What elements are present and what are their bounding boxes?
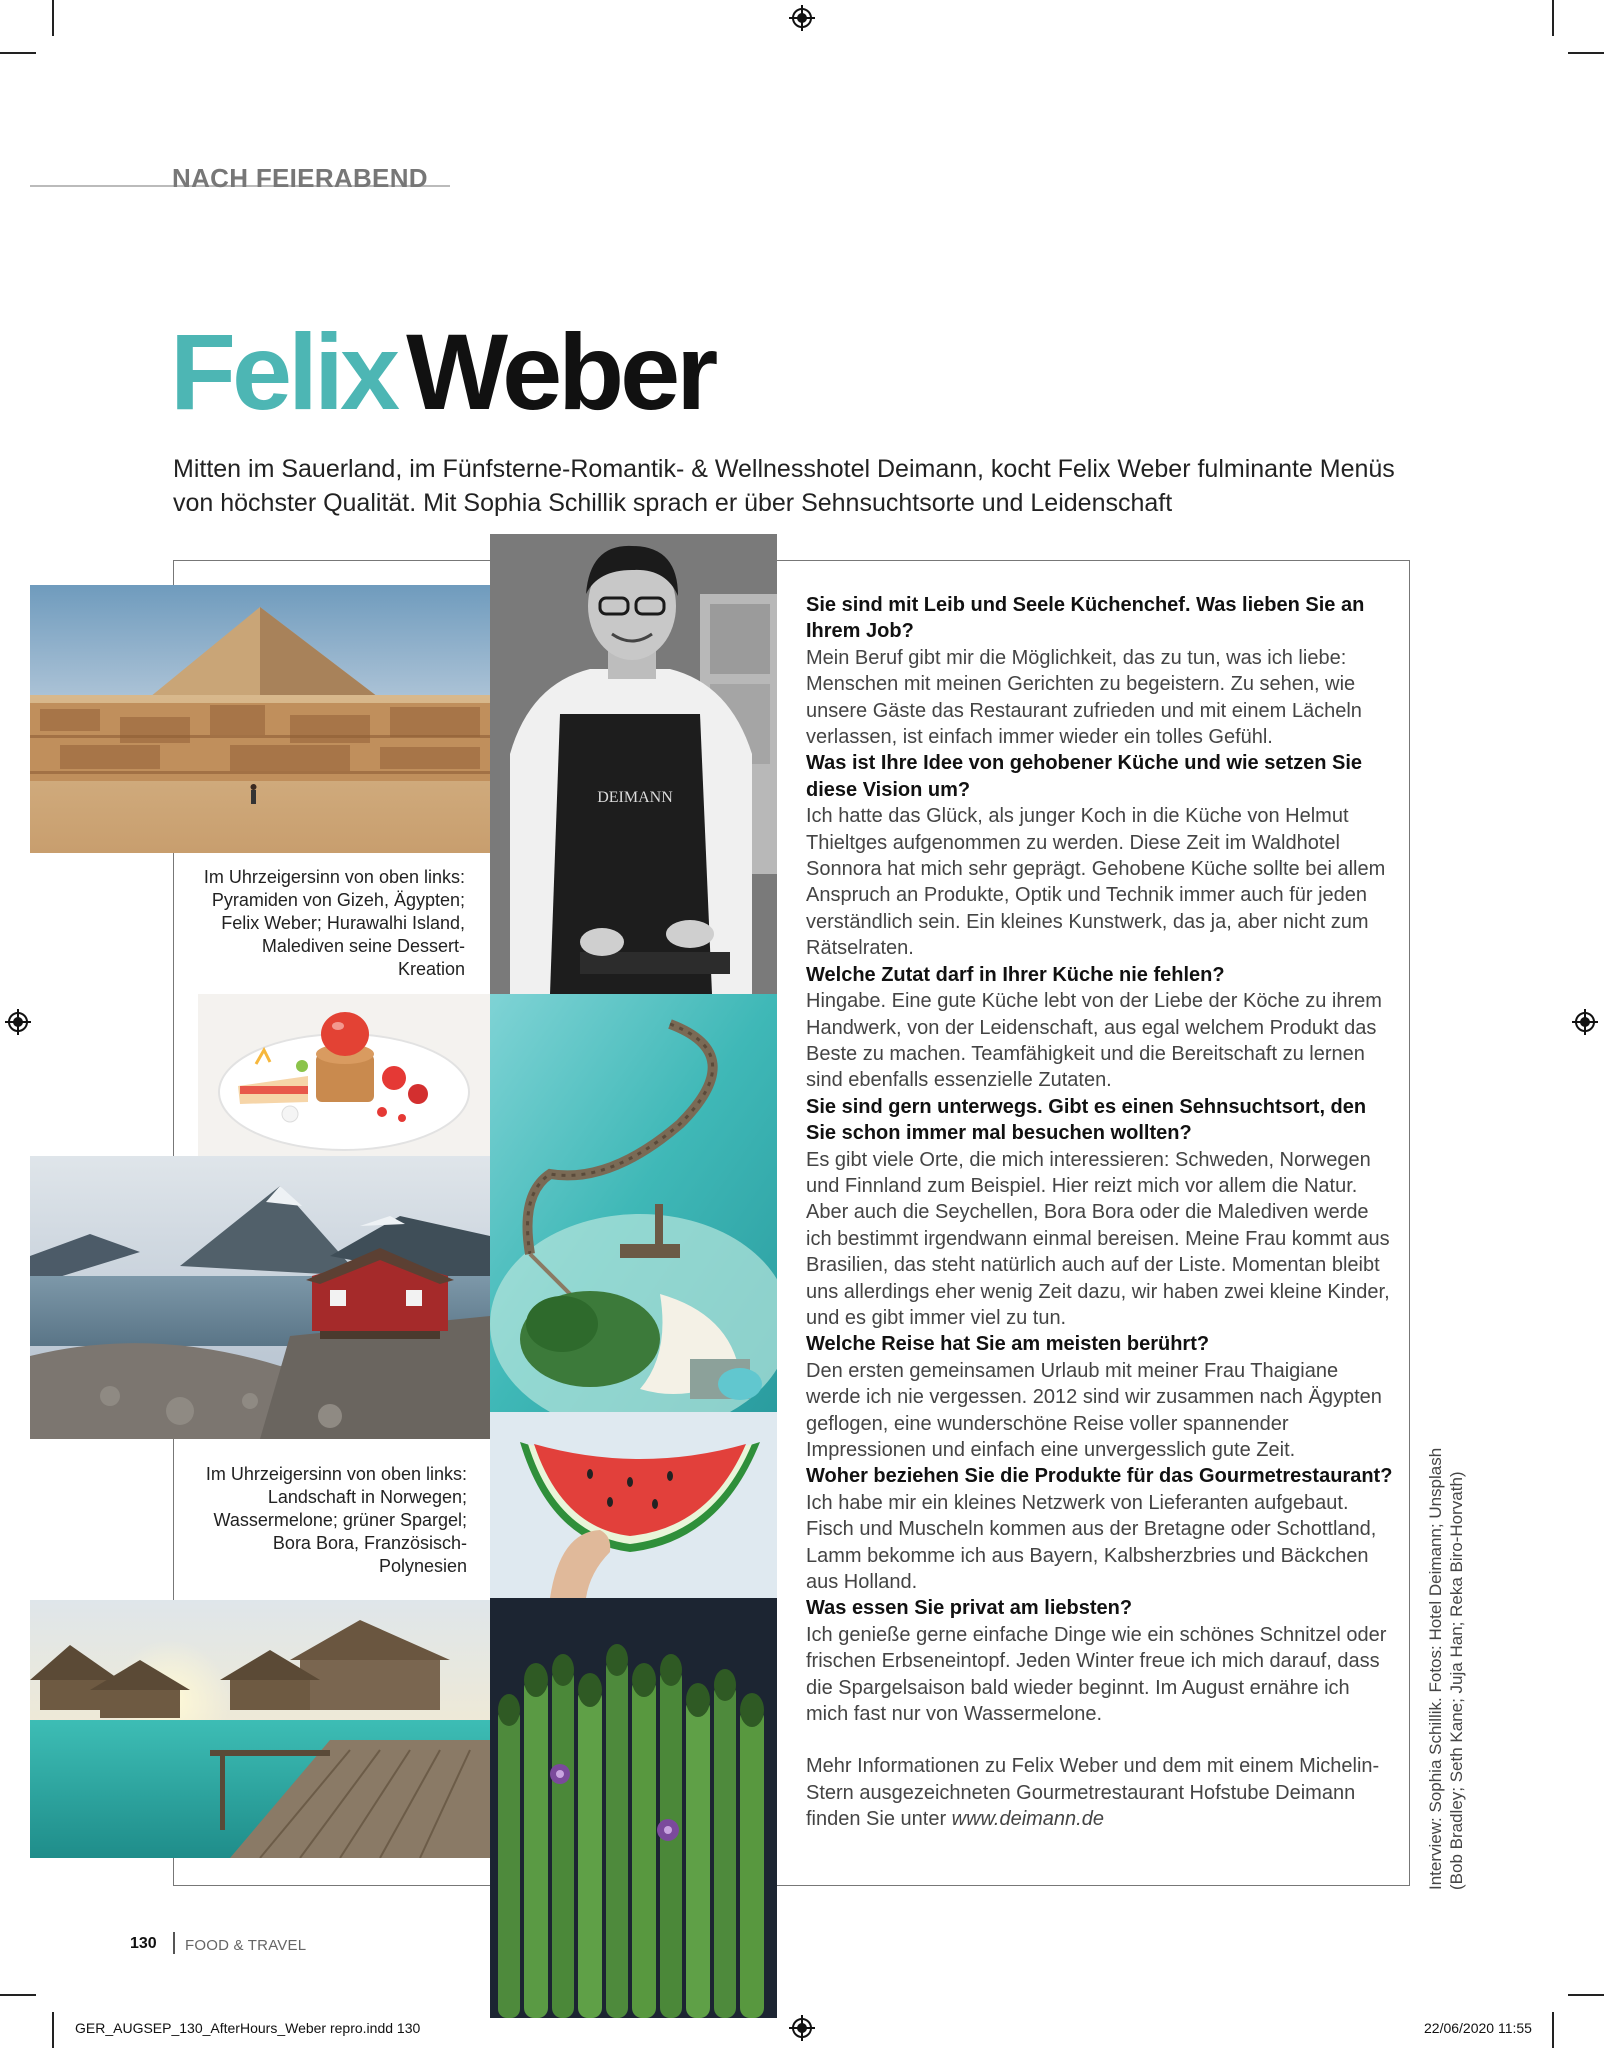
crop-mark [1552,0,1554,36]
interview-question: Sie sind gern unterwegs. Gibt es einen Sehnsuchtsort, den Sie schon immer mal besuchen wollten? [806,1095,1367,1145]
title-last-name: Weber [406,311,715,432]
interview-question: Was ist Ihre Idee von gehobener Küche und wie setzen Sie diese Vision um? [806,752,1363,801]
photo-watermelon [490,1412,777,1598]
interview-text [806,592,1396,1833]
photo-bora-bora [30,1600,490,1858]
interview-answer: Es gibt viele Orte, die mich interessieren: Schweden, Norwegen und Finnland zum Beispiel. Hier reizt mich vor allem die Natur. Aber auch die Seychellen, Bora Bora oder die Malediven werde ich bestimmt irgendwann einmal bereisen. Meine Frau kommt aus Brasilien, das steht natürlich auch auf der Liste. Momentan bleibt uns allerdings eher wenig Zeit dazu, wir haben zwei kleine Kinder, und es gibt immer viel zu tun. [806,1148,1390,1329]
caption-top: Im Uhrzeigersinn von oben links: Pyramiden von Gizeh, Ägypten; Felix Weber; Hurawalhi Island, Malediven seine Dessert-Kreation [203,867,465,979]
crop-mark [0,1994,36,1996]
caption-bottom: Im Uhrzeigersinn von oben links: Landschaft in Norwegen; Wassermelone; grüner Spargel; Bora Bora, Französisch-Polynesien [205,1464,467,1576]
crop-mark [52,2012,54,2048]
interview-question: Sie sind mit Leib und Seele Küchenchef. Was lieben Sie an Ihrem Job? [806,594,1365,643]
crop-mark [1568,1994,1604,1996]
crop-mark [0,52,36,54]
photo-credit [1425,1420,1485,1890]
photo-asparagus [490,1598,777,2018]
section-label: NACH FEIERABEND [172,163,428,193]
interview-question: Welche Reise hat Sie am meisten berührt? [806,1333,1210,1356]
photo-pyramids [30,585,490,853]
crop-mark [52,0,54,36]
slug-date: 22/06/2020 11:55 [1424,2020,1532,2036]
photo-credit-line-1: Interview: Sophia Schillik. Fotos: Hotel Deimann; Unsplash [1426,1447,1445,1890]
page-number: 130 [130,1935,157,1952]
interview-answer: Den ersten gemeinsamen Urlaub mit meiner Frau Thaigiane werde ich nie vergessen. 2012 sind wir zusammen nach Ägypten geflogen, eine wunderschöne Reise voller spannender Impressionen und einfach eine unvergesslich gute Zeit. [806,1359,1382,1461]
registration-mark-icon [5,1009,31,1035]
apron-logo-text: DEIMANN [597,789,673,806]
interview-answer: Ich hatte das Glück, als junger Koch in die Küche von Helmut Thieltges aufgenommen zu werden. Diese Zeit im Waldhotel Sonnora hat mich sehr geprägt. Gehobene Küche sollte bei allem Anspruch an Produkte, Optik und Technik immer auch für jeden verständlich sein. Ein kleines Kunstwerk, das ja, aber nicht zum Rätselraten. [806,805,1386,960]
folio-divider [173,1932,175,1954]
more-info-text: Mehr Informationen zu Felix Weber und dem mit einem Michelin-Stern ausgezeichneten Gourmetrestaurant Hofstube Deimann finden Sie unter [806,1755,1380,1831]
more-info [806,1753,1396,1832]
title-first-name: Felix [170,311,397,432]
interview-answer: Mein Beruf gibt mir die Möglichkeit, das zu tun, was ich liebe: Menschen mit meinen Gerichten zu begeistern. Zu sehen, wie unsere Gäste das Restaurant zufrieden und mit einem Lächeln verlassen, ist einfach immer wieder ein tolles Gefühl. [806,646,1362,749]
registration-mark-icon [1572,1009,1598,1035]
registration-mark-icon [789,2015,815,2041]
photo-norway-landscape [30,1156,490,1439]
photo-maldives-island [490,994,777,1412]
photo-dessert [198,994,490,1156]
interview-question: Welche Zutat darf in Ihrer Küche nie fehlen? [806,963,1225,986]
photo-credit-line-2: (Bob Bradley; Seth Kane; Juja Han; Reka Biro-Horvath) [1447,1471,1466,1890]
photo-chef-portrait [490,534,777,994]
page-title [170,311,715,432]
website-link[interactable]: www.deimann.de [951,1808,1104,1831]
registration-mark-icon [789,5,815,31]
magazine-name: FOOD & TRAVEL [185,1937,307,1954]
crop-mark [1552,2012,1554,2048]
intro-text: Mitten im Sauerland, im Fünfsterne-Romantik- & Wellnesshotel Deimann, kocht Felix Weber fulminante Menüs von höchster Qualität. Mit Sophia Schillik sprach er über Sehnsuchtsorte und Leidenschaft [173,455,1395,517]
crop-mark [1568,52,1604,54]
interview-question: Was essen Sie privat am liebsten? [806,1597,1133,1620]
interview-answer: Ich habe mir ein kleines Netzwerk von Lieferanten aufgebaut. Fisch und Muscheln kommen aus der Bretagne oder Schottland, Lamm bekomme ich aus Bayern, Kalbsherzbries und Bäckchen aus Holland. [806,1491,1377,1594]
interview-question: Woher beziehen Sie die Produkte für das Gourmetrestaurant? [806,1465,1393,1488]
interview-answer: Hingabe. Eine gute Küche lebt von der Liebe der Köche zu ihrem Handwerk, von der Leidenschaft, aus egal welchem Produkt das Beste zu machen. Teamfähigkeit und die Bereitschaft zu lernen sind ebenfalls essenzielle Zutaten. [806,990,1382,1092]
slug-filename: GER_AUGSEP_130_AfterHours_Weber repro.indd 130 [75,2020,421,2036]
interview-answer: Ich genieße gerne einfache Dinge wie ein schönes Schnitzel oder frischen Erbseneintopf. Jeden Winter freue ich mich darauf, dass die Spargelsaison bald wieder beginnt. Im August ernähre ich mich fast nur von Wassermelone. [806,1623,1387,1726]
